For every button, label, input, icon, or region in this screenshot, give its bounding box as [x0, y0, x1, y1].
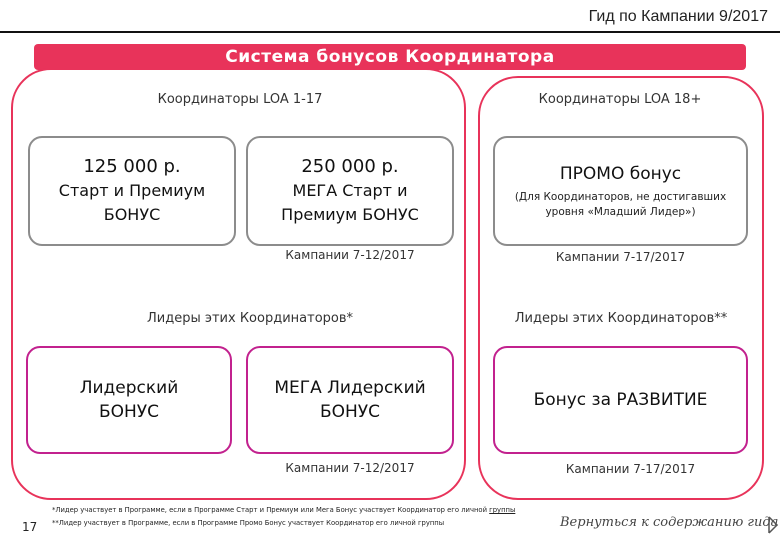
card-note-line2: уровня «Младший Лидер») [545, 206, 696, 218]
card-desc-line2: БОНУС [103, 205, 161, 224]
card-line1: Лидерский [79, 378, 179, 398]
header-divider [0, 31, 780, 33]
development-bonus-card [493, 346, 748, 454]
right-campaign-label-top: Кампании 7-17/2017 [555, 250, 686, 264]
page-title-banner: Система бонусов Координатора [34, 44, 746, 70]
back-to-contents-link[interactable]: Вернуться к содержанию гида [560, 515, 779, 530]
guide-title: Гид по Кампании 9/2017 [588, 8, 768, 25]
card-line2: БОНУС [98, 402, 160, 422]
footnote-1-link[interactable]: группы [489, 506, 516, 514]
footnotes [52, 504, 515, 530]
footnote-1-text: *Лидер участвует в Программе, если в Программе Старт и Премиум или Мега Бонус участвует Координатор его личной [52, 506, 487, 514]
leader-bonus-card [26, 346, 232, 454]
page-number: 17 [22, 520, 38, 534]
right-leaders-header: Лидеры этих Координаторов** [514, 311, 728, 326]
right-group-header: Координаторы LOA 18+ [538, 92, 702, 107]
mega-leader-bonus-card [246, 346, 454, 454]
card-line1: МЕГА Лидерский [274, 378, 426, 398]
left-group-header: Координаторы LOA 1-17 [157, 92, 323, 107]
footnote-1 [52, 504, 515, 517]
right-campaign-label-bottom: Кампании 7-17/2017 [565, 462, 696, 476]
back-arrow-icon[interactable] [766, 514, 780, 536]
bonus-card-promo [493, 136, 748, 246]
left-leaders-header: Лидеры этих Координаторов* [146, 311, 354, 326]
bonus-card-mega-start-premium [246, 136, 454, 246]
bonus-card-start-premium [28, 136, 236, 246]
card-title: ПРОМО бонус [559, 164, 682, 184]
footnote-2: **Лидер участвует в Программе, если в Программе Промо Бонус участвует Координатор его личной группы [52, 519, 445, 527]
card-desc-line1: Старт и Премиум [58, 181, 206, 200]
card-amount: 250 000 р. [301, 156, 399, 177]
card-note-line1: (Для Координаторов, не достигавших [514, 191, 727, 203]
card-amount: 125 000 р. [83, 156, 181, 177]
left-campaign-label-bottom: Кампании 7-12/2017 [285, 461, 415, 475]
card-desc-line2: Премиум БОНУС [281, 205, 419, 224]
card-line2: БОНУС [319, 402, 381, 422]
card-title: Бонус за РАЗВИТИЕ [533, 390, 708, 410]
card-desc-line1: МЕГА Старт и [292, 181, 408, 200]
left-campaign-label-top: Кампании 7-12/2017 [285, 248, 415, 262]
